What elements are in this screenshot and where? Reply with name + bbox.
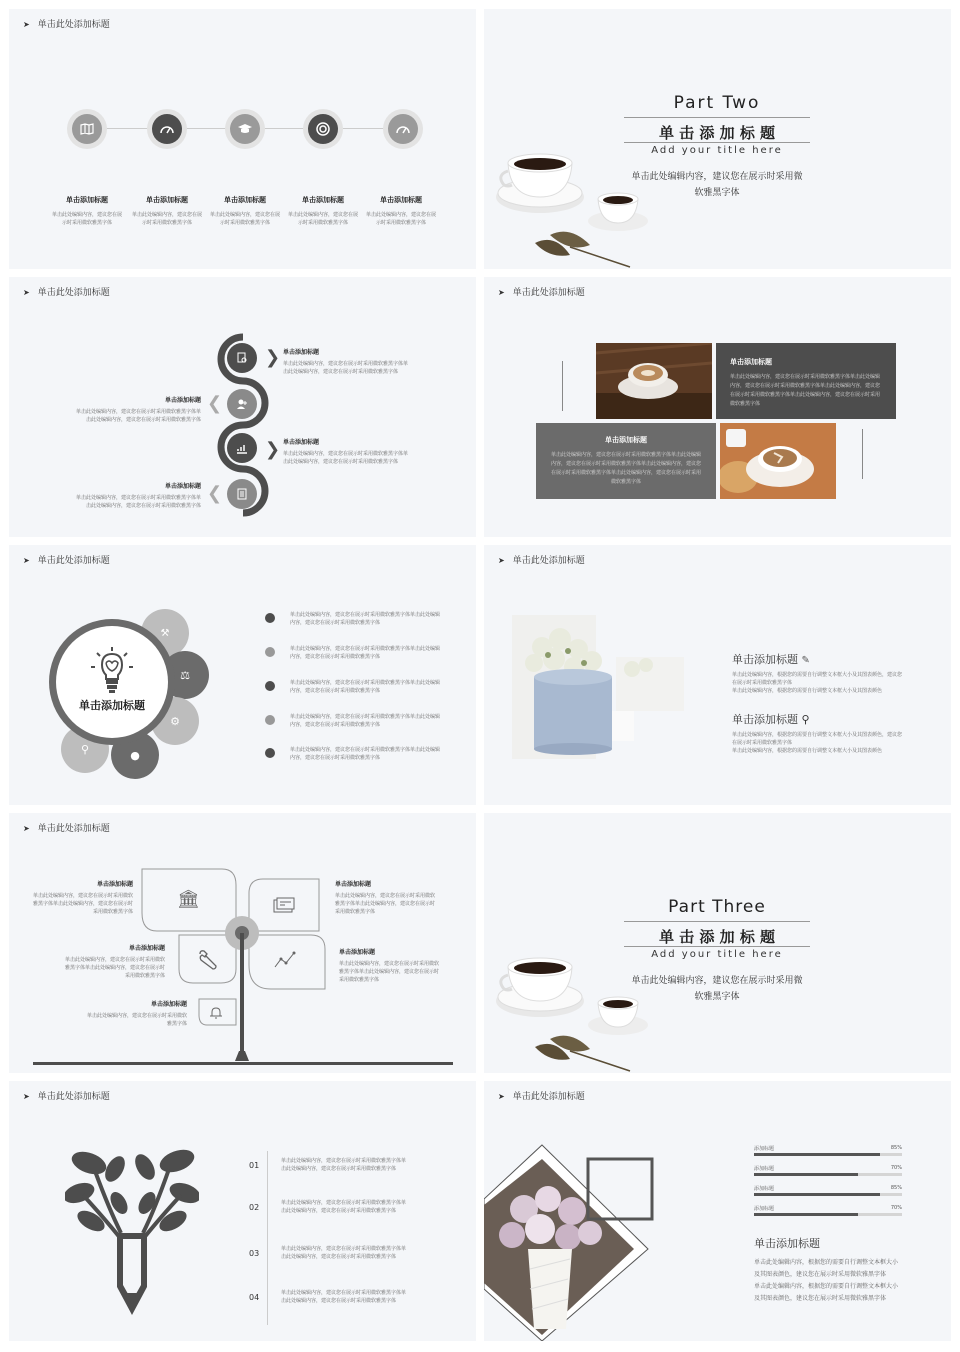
timeline-node-4 (303, 109, 343, 149)
slide-header (498, 553, 585, 566)
item-line: 单击此处编辑内容，根据您的需要自行调整文本框大小及其图表颜色，建议您 (732, 672, 903, 678)
progress-fill (754, 1173, 858, 1176)
part-label: Part Two (673, 93, 761, 113)
s-item-1 (283, 347, 453, 376)
item-title: 单击添加标题 (732, 713, 798, 726)
slide-timeline (9, 9, 476, 269)
item-line: 击此处编辑内容，建议您在展示时采用微软雅黑字体 (85, 417, 201, 423)
edit-icon: ✎ (801, 655, 810, 666)
slide-header (23, 553, 110, 566)
gauge-icon (388, 114, 418, 144)
item-number: 01 (249, 1161, 260, 1170)
progress-label: 添加标题 (754, 1146, 775, 1152)
item-title: 单击添加标题 (283, 439, 320, 446)
progress-track (754, 1153, 902, 1156)
part-subtitle: Add your title here (651, 949, 783, 960)
item-text: 单击此处编辑内容，建议您在展示时采用微软雅黑字体单击此处编辑内容，建议您在展示时采用微软雅黑字体 (339, 961, 440, 983)
progress-label: 添加标题 (754, 1186, 775, 1192)
slide-header (498, 285, 585, 298)
list-item-2 (290, 645, 460, 661)
chart-icon (236, 442, 248, 454)
slide-s-curve (9, 277, 476, 537)
slide-bulb-flower (9, 545, 476, 805)
numbered-item-2 (249, 1199, 439, 1215)
item-line: 内容，建议您在展示时采用微软雅黑字体 (290, 654, 381, 660)
item-line: 击此处编辑内容，建议您在展示时采用微软雅黑字体 (283, 459, 399, 465)
item-line: 单击此处编辑内容，建议您在展示时采用微软雅黑字体单 (75, 409, 201, 415)
item-title: 单击添加标题 (732, 653, 798, 666)
progress-fill (754, 1153, 880, 1156)
search-icon: ⚲ (801, 713, 810, 726)
progress-item (754, 1185, 902, 1205)
s-node-4 (227, 479, 257, 509)
progress-value: 70% (890, 1205, 902, 1211)
item-line: 单击此处编辑内容，根据您的需要自行调整文本框大小及其图表颜色 (732, 688, 883, 694)
arrow-icon: ➤ (498, 556, 505, 565)
item-title: 单击添加标题 (150, 1001, 187, 1008)
lifebuoy-icon (308, 114, 338, 144)
hammer-icon: ⚒ (160, 627, 170, 639)
progress-track (754, 1173, 902, 1176)
block-line: 及其图表颜色，建议您在展示时采用微软雅黑字体 (754, 1295, 887, 1302)
item-title: 单击添加标题 (339, 949, 376, 956)
chevron-right-icon: ❯ (265, 439, 281, 460)
item-title: 单击添加标题 (146, 196, 188, 204)
bullet-dot (265, 748, 275, 758)
wrench-icon (197, 949, 219, 975)
item-desc: 单击此处编辑内容，建议您在展示时采用微软雅黑字体 (131, 212, 202, 226)
search-doc-icon (236, 352, 248, 364)
slide-image-grid (484, 277, 951, 537)
item-number: 04 (249, 1293, 260, 1302)
header-text: 单击此处添加标题 (37, 288, 110, 298)
item-line: 击此处编辑内容，建议您在展示时采用微软雅黑字体 (281, 1254, 397, 1260)
progress-list (754, 1145, 902, 1225)
slide-header (23, 17, 110, 30)
bell-icon (209, 1005, 223, 1024)
item-line: 单击此处编辑内容，建议您在展示时采用微软雅黑字体单 (283, 361, 409, 367)
progress-label: 添加标题 (754, 1166, 775, 1172)
vertical-rule-left (562, 361, 563, 411)
item-line: 在展示时采用微软雅黑字体 (732, 740, 793, 746)
s-node-2 (227, 389, 257, 419)
item-line: 单击此处编辑内容，建议您在展示时采用微软雅黑字体单 (283, 451, 409, 457)
box-text: 单击此处编辑内容，建议您在展示时采用微软雅黑字体单击此处编辑内容，建议您在展示时采用微软雅黑字体单击此处编辑内容，建议您在展示时采用微软雅黑字体单击此处编辑内容，建议您在展示时采用微软雅黑字体 (730, 374, 881, 407)
timeline-node-2 (147, 109, 187, 149)
chevron-left-icon: ❮ (207, 483, 223, 504)
document-icon (236, 488, 248, 500)
item-line: 击此处编辑内容，建议您在展示时采用微软雅黑字体 (281, 1208, 397, 1214)
s-item-2 (39, 395, 201, 424)
bulb-title: 单击添加标题 (79, 699, 145, 712)
vertical-rule-right (862, 429, 863, 479)
rose-diamond-photo (484, 1139, 662, 1341)
item-line: 单击此处编辑内容，建议您在展示时采用微软雅黑字体单击此处编辑 (290, 612, 441, 618)
divider-top (624, 921, 810, 922)
latte-photo (596, 343, 712, 419)
timeline-node-5 (383, 109, 423, 149)
item-number: 03 (249, 1249, 260, 1258)
part-desc-line1: 单击此处编辑内容，建议您在展示时采用微 (631, 976, 803, 986)
header-text: 单击此处添加标题 (37, 824, 110, 834)
slide-header (498, 1089, 585, 1102)
item-title: 单击添加标题 (335, 881, 372, 888)
numbered-item-1 (249, 1157, 439, 1173)
progress-value: 70% (890, 1165, 902, 1171)
header-text: 单击此处添加标题 (37, 556, 110, 566)
item-title: 单击添加标题 (164, 397, 201, 404)
item-title: 单击添加标题 (66, 196, 108, 204)
item-line: 击此处编辑内容，建议您在展示时采用微软雅黑字体 (85, 503, 201, 509)
item-line: 单击此处编辑内容，建议您在展示时采用微软雅黑字体单 (75, 495, 201, 501)
header-text: 单击此处添加标题 (512, 288, 585, 298)
item-line: 击此处编辑内容，建议您在展示时采用微软雅黑字体 (281, 1166, 397, 1172)
pencil-tree-icon (65, 1149, 199, 1317)
bullet-dot (265, 715, 275, 725)
add-user-icon (236, 398, 248, 410)
slide-part-two (484, 9, 951, 269)
part-title: 单 击 添 加 标 题 (658, 928, 776, 946)
part-title: 单 击 添 加 标 题 (658, 124, 776, 142)
timeline-item-4 (287, 195, 359, 227)
item-line: 单击此处编辑内容，根据您的需要自行调整文本框大小及其图表颜色，建议您 (732, 732, 903, 738)
item-title: 单击添加标题 (96, 881, 133, 888)
info-item-1 (732, 651, 942, 695)
item-line: 单击此处编辑内容，建议您在展示时采用微软雅黑字体单 (281, 1246, 407, 1252)
box-text: 单击此处编辑内容，建议您在展示时采用微软雅黑字体单击此处编辑内容，建议您在展示时采用微软雅黑字体单击此处编辑内容，建议您在展示时采用微软雅黑字体单击此处编辑内容，建议您在展示时采用微软雅黑字体 (550, 452, 701, 485)
arrow-icon: ➤ (23, 1092, 30, 1101)
text-box-bottom (536, 423, 716, 499)
slide-pencil-tree (9, 1081, 476, 1341)
gear-icon: ⚙ (170, 714, 180, 728)
trend-chart-icon (273, 951, 297, 973)
chevron-right-icon: ❯ (265, 347, 281, 368)
s-node-1 (227, 343, 257, 373)
graduation-cap-icon (230, 114, 260, 144)
info-item-2 (732, 711, 942, 755)
list-item-1 (290, 611, 460, 627)
divider-bottom (624, 946, 810, 947)
chevron-left-icon: ❮ (207, 393, 223, 414)
list-item-5 (290, 746, 460, 762)
header-text: 单击此处添加标题 (512, 556, 585, 566)
tree-item-2 (335, 879, 435, 916)
item-title: 单击添加标题 (302, 196, 344, 204)
s-item-4 (39, 481, 201, 510)
list-item-4 (290, 713, 460, 729)
coffee-pastry-photo (720, 423, 836, 499)
item-line: 单击此处编辑内容，建议您在展示时采用微软雅黑字体单 (281, 1200, 407, 1206)
progress-item (754, 1145, 902, 1165)
arrow-icon: ➤ (23, 20, 30, 29)
timeline-node-3 (225, 109, 265, 149)
s-node-3 (227, 433, 257, 463)
coins-icon: ● (130, 748, 140, 762)
tree-item-1 (33, 879, 133, 916)
bullet-dot (265, 647, 275, 657)
box-title: 单击添加标题 (605, 436, 647, 444)
progress-fill (754, 1213, 858, 1216)
item-text: 单击此处编辑内容，建议您在展示时采用微软雅黑字体单击此处编辑内容，建议您在展示时采用微软雅黑字体 (335, 893, 436, 915)
item-title: 单击添加标题 (128, 945, 165, 952)
item-line: 单击此处编辑内容，建议您在展示时采用微软雅黑字体单击此处编辑 (290, 714, 441, 720)
item-line: 在展示时采用微软雅黑字体 (732, 680, 793, 686)
tree-item-4 (339, 947, 439, 984)
progress-item (754, 1205, 902, 1225)
tree-item-5 (87, 999, 187, 1028)
header-text: 单击此处添加标题 (512, 1092, 585, 1102)
part-desc-line2: 软雅黑字体 (694, 992, 740, 1002)
item-number: 02 (249, 1203, 260, 1212)
item-text: 单击此处编辑内容，建议您在展示时采用微软雅黑字体 (87, 1013, 188, 1027)
s-item-3 (283, 437, 453, 466)
item-line: 内容，建议您在展示时采用微软雅黑字体 (290, 722, 381, 728)
card-icon (273, 897, 295, 917)
item-text: 单击此处编辑内容，建议您在展示时采用微软雅黑字体单击此处编辑内容，建议您在展示时采用微软雅黑字体 (65, 957, 166, 979)
numbered-item-3 (249, 1245, 439, 1261)
item-line: 单击此处编辑内容，建议您在展示时采用微软雅黑字体单击此处编辑 (290, 680, 441, 686)
arrow-icon: ➤ (23, 824, 30, 833)
item-line: 内容，建议您在展示时采用微软雅黑字体 (290, 620, 381, 626)
scale-icon: ⚖ (180, 668, 190, 682)
item-desc: 单击此处编辑内容，建议您在展示时采用微软雅黑字体 (51, 212, 122, 226)
timeline-node-1 (67, 109, 107, 149)
item-line: 击此处编辑内容，建议您在展示时采用微软雅黑字体 (283, 369, 399, 375)
divider-top (624, 117, 810, 118)
item-desc: 单击此处编辑内容，建议您在展示时采用微软雅黑字体 (209, 212, 280, 226)
timeline-item-5 (365, 195, 437, 227)
slide-tree-diagram (9, 813, 476, 1073)
numbered-item-4 (249, 1289, 439, 1305)
arrow-icon: ➤ (23, 556, 30, 565)
item-title: 单击添加标题 (380, 196, 422, 204)
part-subtitle: Add your title here (651, 145, 783, 156)
item-title: 单击添加标题 (164, 483, 201, 490)
header-text: 单击此处添加标题 (37, 1092, 110, 1102)
slide-flower-box (484, 545, 951, 805)
item-line: 单击此处编辑内容，建议您在展示时采用微软雅黑字体单击此处编辑 (290, 747, 441, 753)
bullet-dot (265, 681, 275, 691)
item-line: 单击此处编辑内容，建议您在展示时采用微软雅黑字体单 (281, 1158, 407, 1164)
header-text: 单击此处添加标题 (37, 20, 110, 30)
timeline-item-1 (51, 195, 123, 227)
progress-value: 85% (890, 1185, 902, 1191)
arrow-icon: ➤ (498, 288, 505, 297)
part-desc-line2: 软雅黑字体 (694, 188, 740, 198)
item-desc: 单击此处编辑内容，建议您在展示时采用微软雅黑字体 (287, 212, 358, 226)
list-item-3 (290, 679, 460, 695)
arrow-icon: ➤ (23, 288, 30, 297)
flower-box-photo (512, 615, 684, 759)
progress-track (754, 1193, 902, 1196)
part-desc-line1: 单击此处编辑内容，建议您在展示时采用微 (631, 172, 803, 182)
light-bulb-icon (89, 645, 135, 695)
search-icon: ⚲ (80, 742, 90, 756)
divider-bottom (624, 142, 810, 143)
progress-label: 添加标题 (754, 1206, 775, 1212)
map-icon (72, 114, 102, 144)
bank-icon: 🏛 (177, 889, 200, 910)
bulb-center (49, 619, 175, 745)
text-box-top (716, 343, 896, 419)
item-desc: 单击此处编辑内容，建议您在展示时采用微软雅黑字体 (365, 212, 436, 226)
arrow-icon: ➤ (498, 1092, 505, 1101)
block-line: 及其图表颜色，建议您在展示时采用微软雅黑字体 (754, 1271, 887, 1278)
item-line: 单击此处编辑内容，建议您在展示时采用微软雅黑字体单击此处编辑 (290, 646, 441, 652)
slide-part-three (484, 813, 951, 1073)
progress-fill (754, 1193, 880, 1196)
timeline-item-3 (209, 195, 281, 227)
part-label: Part Three (668, 897, 766, 917)
item-line: 内容，建议您在展示时采用微软雅黑字体 (290, 688, 381, 694)
progress-item (754, 1165, 902, 1185)
text-block (754, 1235, 934, 1305)
block-line: 单击此处编辑内容，根据您的需要自行调整文本框大小 (754, 1259, 899, 1266)
bullet-dot (265, 613, 275, 623)
item-line: 内容，建议您在展示时采用微软雅黑字体 (290, 755, 381, 761)
gauge-icon (152, 114, 182, 144)
slide-header (23, 285, 110, 298)
item-title: 单击添加标题 (283, 349, 320, 356)
item-text: 单击此处编辑内容，建议您在展示时采用微软雅黑字体单击此处编辑内容，建议您在展示时采用微软雅黑字体 (33, 893, 134, 915)
tree-item-3 (65, 943, 165, 980)
block-line: 单击此处编辑内容，根据您的需要自行调整文本框大小 (754, 1283, 899, 1290)
progress-track (754, 1213, 902, 1216)
item-line: 击此处编辑内容，建议您在展示时采用微软雅黑字体 (281, 1298, 397, 1304)
slide-progress-bars (484, 1081, 951, 1341)
item-title: 单击添加标题 (224, 196, 266, 204)
item-line: 单击此处编辑内容，根据您的需要自行调整文本框大小及其图表颜色 (732, 748, 883, 754)
progress-value: 85% (890, 1145, 902, 1151)
item-line: 单击此处编辑内容，建议您在展示时采用微软雅黑字体单 (281, 1290, 407, 1296)
timeline-item-2 (131, 195, 203, 227)
slide-header (23, 1089, 110, 1102)
block-title: 单击添加标题 (754, 1237, 820, 1250)
box-title: 单击添加标题 (730, 358, 772, 366)
bulb-inner (56, 626, 168, 738)
